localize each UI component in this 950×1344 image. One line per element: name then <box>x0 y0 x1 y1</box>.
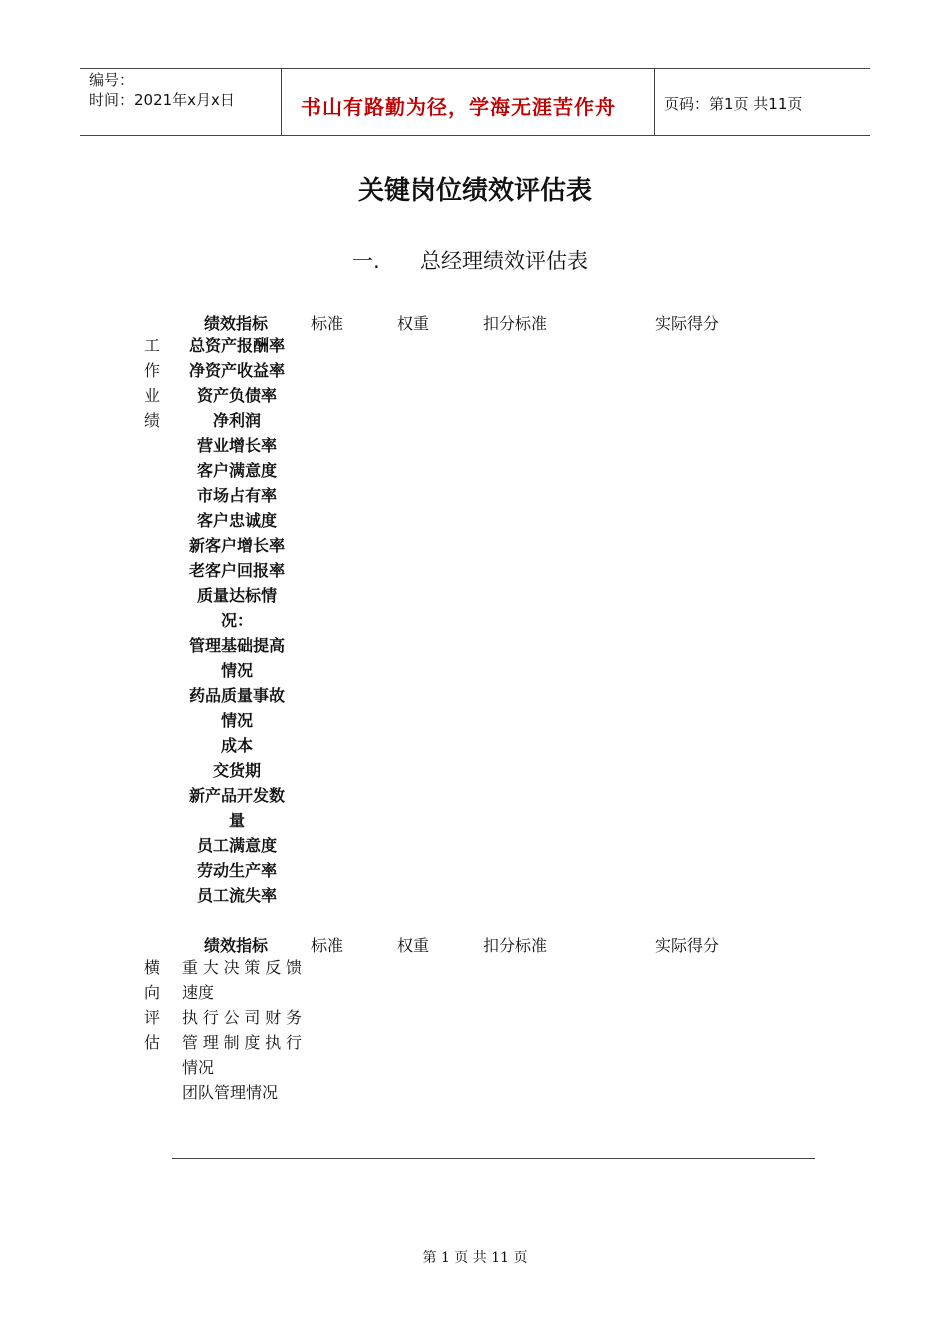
t1-indicator: 质量达标情 <box>196 586 277 605</box>
t1-indicator: 情况 <box>220 661 253 680</box>
t1-col-standard: 标准 <box>311 314 344 333</box>
header-motto: 书山有路勤为径，学海无涯苦作舟 <box>301 95 616 119</box>
t1-indicator: 员工满意度 <box>196 836 277 855</box>
header-top-rule <box>80 68 870 69</box>
t1-col-indicator: 绩效指标 <box>204 314 269 333</box>
t1-indicator: 总资产报酬率 <box>188 336 285 355</box>
header-page-info: 页码：第1页 共11页 <box>664 95 803 113</box>
t1-category-char: 作 <box>143 361 160 380</box>
t2-indicator-list <box>182 955 302 1115</box>
t1-indicator: 成本 <box>220 736 253 755</box>
t2-indicator: 速度 <box>182 983 215 1002</box>
t1-indicator: 客户忠诚度 <box>196 511 277 530</box>
t1-indicator-list <box>182 333 292 913</box>
t1-col-actual: 实际得分 <box>655 314 720 333</box>
t1-indicator: 新产品开发数 <box>188 786 285 805</box>
t1-indicator: 量 <box>228 811 245 830</box>
header-divider-right <box>654 68 655 136</box>
t1-indicator: 净资产收益率 <box>188 361 285 380</box>
t1-indicator: 员工流失率 <box>196 886 277 905</box>
t1-category <box>140 333 164 433</box>
t1-col-weight: 权重 <box>397 314 430 333</box>
section-number: 一. <box>352 249 380 273</box>
t2-col-deduction: 扣分标准 <box>483 936 548 955</box>
document-title: 关键岗位绩效评估表 <box>357 176 592 206</box>
header-bottom-rule <box>80 135 870 136</box>
t2-category <box>140 955 164 1055</box>
t2-category-char: 评 <box>143 1008 160 1027</box>
t1-indicator: 情况 <box>220 711 253 730</box>
t2-category-char: 向 <box>143 983 160 1002</box>
t1-category-char: 工 <box>143 336 160 355</box>
t2-indicator: 重大决策反馈 <box>182 958 302 977</box>
t2-indicator: 执行公司财务 <box>182 1008 302 1027</box>
t2-category-char: 横 <box>143 958 160 977</box>
t1-indicator: 营业增长率 <box>196 436 277 455</box>
t1-indicator: 况： <box>220 611 253 630</box>
t1-indicator: 新客户增长率 <box>188 536 285 555</box>
t1-category-char: 业 <box>143 386 160 405</box>
footer-rule <box>172 1158 815 1159</box>
t1-indicator: 交货期 <box>212 761 261 780</box>
t2-col-standard: 标准 <box>311 936 344 955</box>
t2-col-indicator: 绩效指标 <box>204 936 269 955</box>
section-title: 总经理绩效评估表 <box>420 249 588 273</box>
header-number-label: 编号： <box>89 71 135 89</box>
t1-indicator: 劳动生产率 <box>196 861 277 880</box>
t1-indicator: 管理基础提高 <box>188 636 285 655</box>
header-divider-left <box>281 68 282 136</box>
t1-category-char: 绩 <box>143 411 160 430</box>
t2-category-char: 估 <box>143 1033 160 1052</box>
header-meta <box>89 70 235 110</box>
t1-col-deduction: 扣分标准 <box>483 314 548 333</box>
t1-indicator: 药品质量事故 <box>188 686 285 705</box>
t1-indicator: 老客户回报率 <box>188 561 285 580</box>
t2-indicator: 管理制度执行 <box>182 1033 302 1052</box>
t1-indicator: 资产负债率 <box>196 386 277 405</box>
footer-page-number: 第 1 页 共 11 页 <box>422 1250 528 1266</box>
t2-col-actual: 实际得分 <box>655 936 720 955</box>
t2-indicator: 团队管理情况 <box>182 1083 279 1102</box>
header-time-label: 时间：2021年x月x日 <box>89 91 235 109</box>
t2-col-weight: 权重 <box>397 936 430 955</box>
t1-indicator: 市场占有率 <box>196 486 277 505</box>
t1-indicator: 客户满意度 <box>196 461 277 480</box>
t2-indicator: 情况 <box>182 1058 215 1077</box>
t1-indicator: 净利润 <box>212 411 261 430</box>
